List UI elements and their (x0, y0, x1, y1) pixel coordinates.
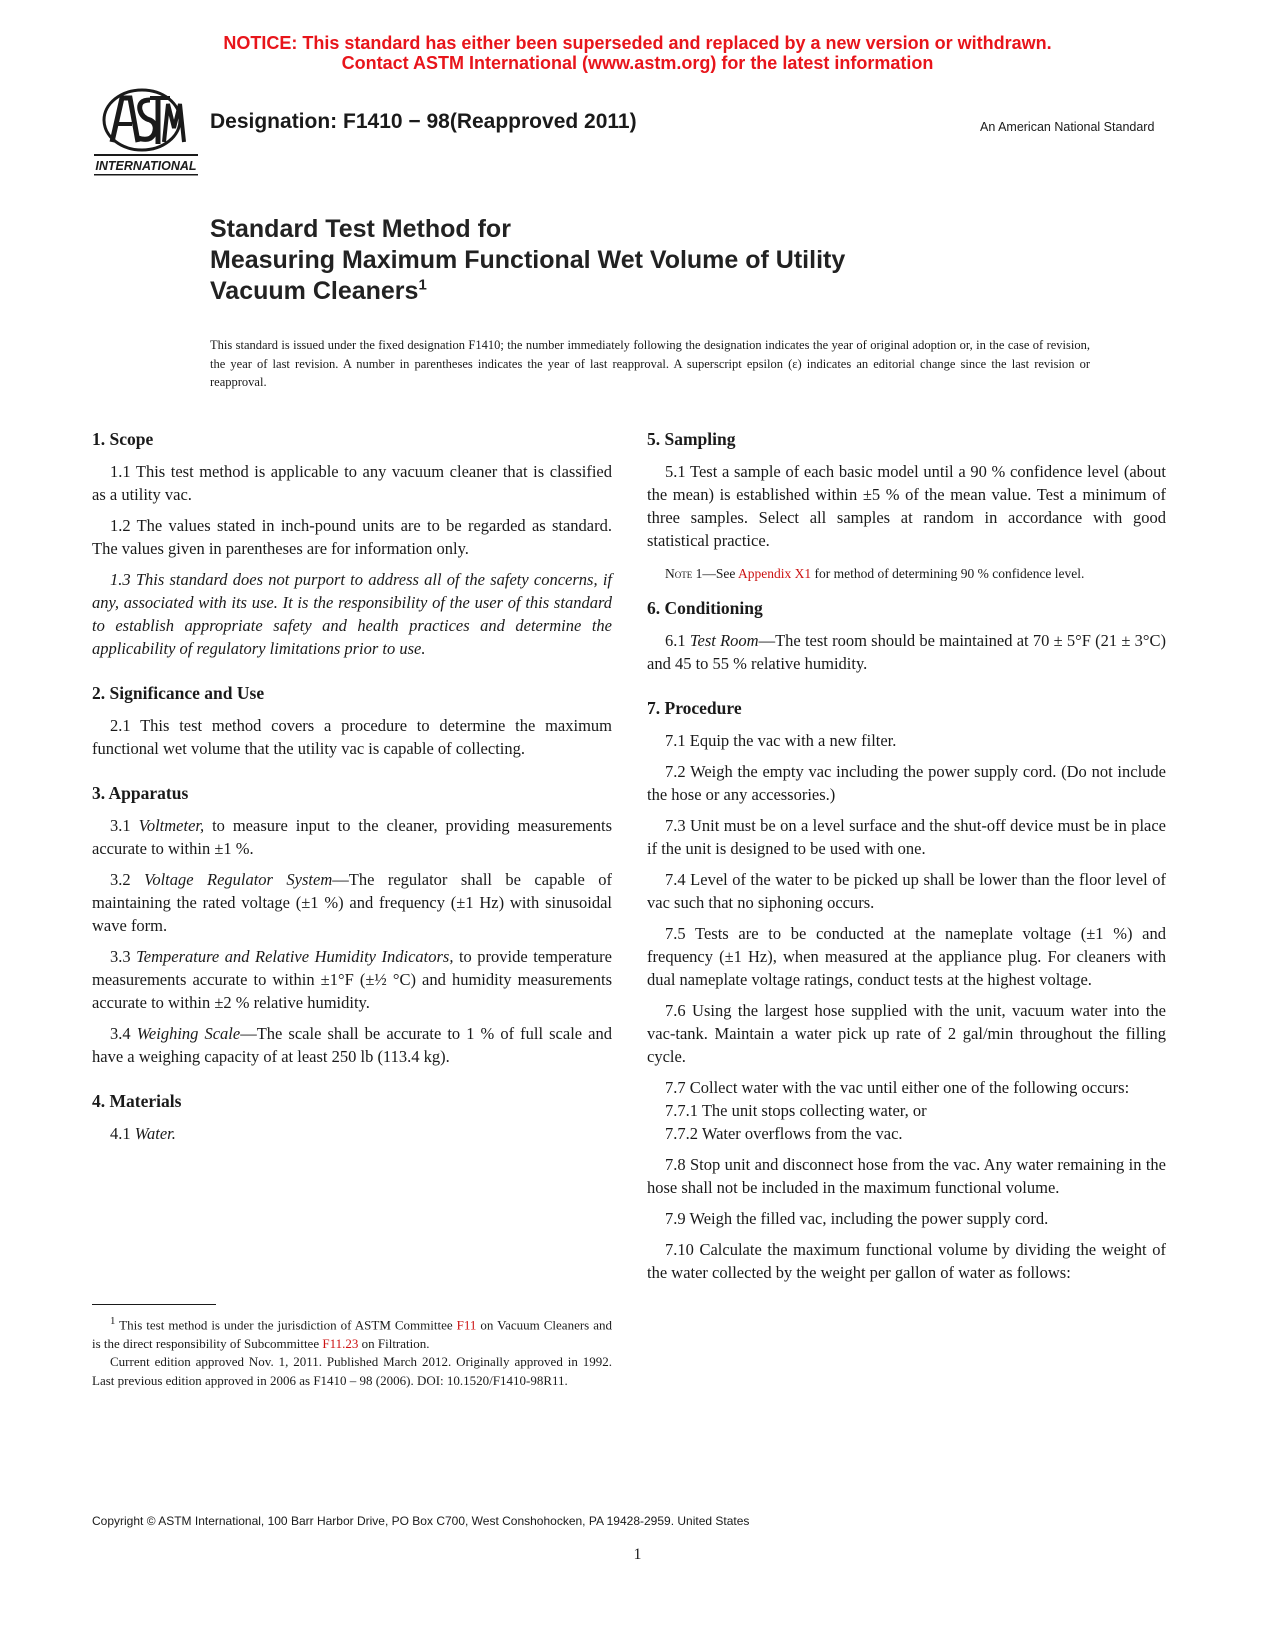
right-column (647, 428, 1166, 1292)
title-line-1: Standard Test Method for (210, 215, 511, 243)
paragraph-1-2: 1.2 The values stated in inch-pound units are to be regarded as standard. The values given in parentheses are for information only. (92, 516, 612, 558)
paragraph-3-2: 3.2 Voltage Regulator System—The regulator shall be capable of maintaining the rated voltage (±1 %) and frequency (±1 Hz) with sinusoidal wave form. (92, 870, 612, 935)
designation: Designation: F1410 − 98(Reapproved 2011) (210, 110, 637, 133)
footnotes (92, 1312, 612, 1390)
paragraph-5-1: 5.1 Test a sample of each basic model until a 90 % confidence level (about the mean) is established within ±5 % of the mean value. Test a minimum of three samples. Select all samples at random in accordance with good statistical practice. (647, 462, 1166, 550)
left-column (92, 428, 612, 1153)
title-footnote-mark: 1 (418, 276, 427, 294)
paragraph-7-9: 7.9 Weigh the filled vac, including the power supply cord. (665, 1209, 1049, 1228)
document-title (210, 214, 1110, 307)
page-number: 1 (633, 1546, 642, 1563)
paragraph-7-5: 7.5 Tests are to be conducted at the nameplate voltage (±1 %) and frequency (±1 Hz), when measured at the appliance plug. For cleaners with dual nameplate voltage ratings, conduct tests at the highest voltage. (647, 924, 1166, 989)
paragraph-7-7-2: 7.7.2 Water overflows from the vac. (665, 1124, 903, 1143)
ans-label: An American National Standard (980, 120, 1155, 134)
footnote-1: $^1$ This test method is under the jurisdiction of ASTM Committee F11 on Vacuum Cleaners and is the direct responsibility of Subcommittee F11.23 on Filtration. (92, 1315, 612, 1351)
footnote-edition: Current edition approved Nov. 1, 2011. Published March 2012. Originally approved in 1992. Last previous edition approved in 2006 as F1410 – 98 (2006). DOI: 10.1520/F1410-98R11. (92, 1354, 612, 1388)
paragraph-3-3: 3.3 Temperature and Relative Humidity Indicators, to provide temperature measurements accurate to within ±1°F (±½ °C) and humidity measurements accurate to within ±2 % relative humidity. (92, 947, 612, 1012)
paragraph-7-7-1: 7.7.1 The unit stops collecting water, or (665, 1101, 927, 1120)
section-heading-scope: 1. Scope (92, 429, 154, 449)
subcommittee-f11-23-link[interactable]: F11.23 (322, 1335, 359, 1351)
astm-logo-mark (92, 84, 200, 180)
logo-text: INTERNATIONAL (95, 159, 197, 173)
paragraph-7-2: 7.2 Weigh the empty vac including the power supply cord. (Do not include the hose or any accessories.) (647, 762, 1166, 804)
paragraph-1-1: 1.1 This test method is applicable to any vacuum cleaner that is classified as a utility vac. (92, 462, 612, 504)
paragraph-3-4: 3.4 Weighing Scale—The scale shall be accurate to 1 % of full scale and have a weighing capacity of at least 250 lb (113.4 kg). (92, 1024, 612, 1066)
paragraph-7-4: 7.4 Level of the water to be picked up shall be lower than the floor level of vac such that no siphoning occurs. (647, 870, 1166, 912)
section-heading-materials: 4. Materials (92, 1091, 182, 1111)
paragraph-2-1: 2.1 This test method covers a procedure to determine the maximum functional wet volume that the utility vac is capable of collecting. (92, 716, 612, 758)
section-heading-sampling: 5. Sampling (647, 429, 736, 449)
paragraph-7-7: 7.7 Collect water with the vac until either one of the following occurs: (665, 1078, 1130, 1097)
paragraph-7-6: 7.6 Using the largest hose supplied with the unit, vacuum water into the vac-tank. Maintain a water pick up rate of 2 gal/min throughout the filling cycle. (647, 1001, 1166, 1066)
paragraph-7-3: 7.3 Unit must be on a level surface and the shut-off device must be in place if the unit is designed to be used with one. (647, 816, 1166, 858)
section-heading-conditioning: 6. Conditioning (647, 598, 763, 618)
notice-banner (0, 33, 1275, 73)
paragraph-7-10: 7.10 Calculate the maximum functional volume by dividing the weight of the water collected by the weight per gallon of water as follows: (647, 1240, 1166, 1282)
copyright: Copyright © ASTM International, 100 Barr Harbor Drive, PO Box C700, West Conshohocken, PA 19428-2959. United States (92, 1514, 750, 1528)
footnote-mark: 1 (110, 1315, 116, 1327)
appendix-x1-link[interactable]: Appendix X1 (738, 566, 812, 581)
section-heading-procedure: 7. Procedure (647, 698, 742, 718)
footnote-rule (92, 1304, 216, 1305)
notice-line-1: NOTICE: This standard has either been superseded and replaced by a new version or withdrawn. (223, 33, 1052, 53)
paragraph-1-3: 1.3 This standard does not purport to address all of the safety concerns, if any, associated with its use. It is the responsibility of the user of this standard to establish appropriate safety and health practices and determine the applicability of regulatory limitations prior to use. (92, 570, 612, 658)
notice-line-2: Contact ASTM International (www.astm.org) for the latest information (341, 53, 934, 73)
issuance-statement: This standard is issued under the fixed designation F1410; the number immediately following the designation indicates the year of original adoption or, in the case of revision, the year of last revision. A number in parentheses indicates the year of last reapproval. A superscript epsilon (ε) indicates an editorial change since the last revision or reapproval. (210, 338, 1090, 389)
paragraph-3-1: 3.1 Voltmeter, to measure input to the cleaner, providing measurements accurate to within ±1 %. (92, 816, 613, 858)
note-1: Note 1—See Appendix X1 for method of determining 90 % confidence level. (665, 566, 1085, 581)
title-line-3: Vacuum Cleaners$^1$ (210, 276, 427, 305)
paragraph-4-1: 4.1 Water. (110, 1124, 176, 1143)
astm-logo (92, 84, 200, 180)
paragraph-7-1: 7.1 Equip the vac with a new filter. (665, 731, 897, 750)
paragraph-6-1: 6.1 Test Room—The test room should be maintained at 70 ± 5°F (21 ± 3°C) and 45 to 55 % relative humidity. (647, 631, 1166, 673)
title-line-2: Measuring Maximum Functional Wet Volume of Utility (210, 246, 846, 274)
committee-f11-link[interactable]: F11 (456, 1317, 477, 1333)
note-label: Note 1 (665, 566, 703, 581)
section-heading-apparatus: 3. Apparatus (92, 783, 189, 803)
section-heading-significance: 2. Significance and Use (92, 683, 265, 703)
paragraph-7-8: 7.8 Stop unit and disconnect hose from the vac. Any water remaining in the hose shall not be included in the maximum functional volume. (647, 1155, 1166, 1197)
